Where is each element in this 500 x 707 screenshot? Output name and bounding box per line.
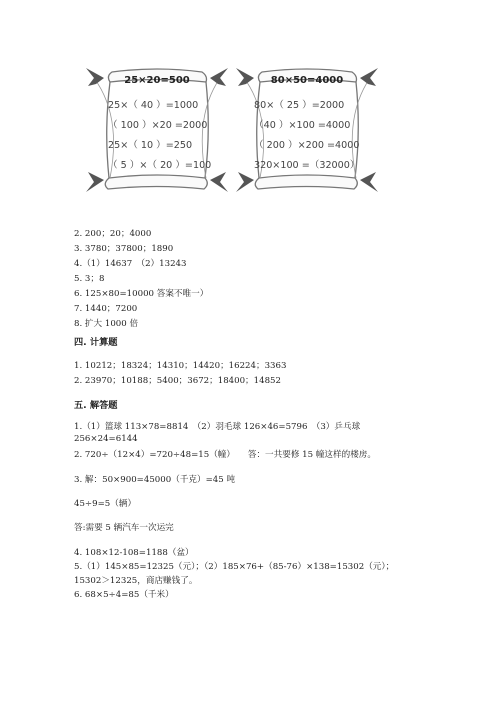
answer-line: 4.（1）14637 （2）13243 bbox=[74, 259, 187, 269]
figure-line: （40 ）×100 =4000 bbox=[254, 120, 351, 131]
scroll-figure-left bbox=[82, 66, 232, 194]
answer-line: 3. 3780；37800；1890 bbox=[74, 244, 174, 254]
scroll-figure-right bbox=[232, 66, 382, 194]
figure-line: 320×100 =（32000） bbox=[254, 160, 360, 171]
figure-title: 80×50=4000 bbox=[270, 75, 344, 86]
answer-line: 6. 68×5÷4=85（千米） bbox=[74, 590, 174, 600]
answer-line: 2. 200；20；4000 bbox=[74, 229, 152, 239]
answer-line: 4. 108×12-108=1188（盆） bbox=[74, 548, 194, 558]
figure-title: 25×20=500 bbox=[124, 75, 190, 86]
figure-line: 25×（ 40 ）=1000 bbox=[108, 100, 199, 111]
answer-line: 45÷9=5（辆） bbox=[74, 499, 137, 509]
section-heading: 五. 解答题 bbox=[74, 400, 118, 411]
answer-line: 2. 720÷（12×4）=720÷48=15（幢） 答：一共要修 15 幢这样的楼房。 bbox=[74, 450, 376, 460]
answer-line: 1.（1）篮球 113×78=8814 （2）羽毛球 126×46=5796 （3）乒乓球 bbox=[74, 422, 361, 432]
answer-line: 1. 10212；18324；14310；14420；16224；3363 bbox=[74, 361, 287, 371]
answer-line: 7. 1440；7200 bbox=[74, 304, 138, 314]
answer-line: 5. 3；8 bbox=[74, 274, 105, 284]
answer-line: 答:需要 5 辆汽车一次运完 bbox=[74, 523, 174, 533]
answer-line: 15302＞12325，商店赚钱了。 bbox=[74, 576, 198, 586]
answer-line: 3. 解：50×900=45000（千克）=45 吨 bbox=[74, 475, 236, 485]
figure-line: （ 5 ）×（ 20 ）=100 bbox=[108, 160, 212, 171]
answer-line: 8. 扩大 1000 倍 bbox=[74, 319, 139, 329]
figure-line: 25×（ 10 ）=250 bbox=[108, 140, 193, 151]
answer-line: 256×24=6144 bbox=[74, 434, 138, 444]
figure-line: 80×（ 25 ）=2000 bbox=[254, 100, 345, 111]
section-heading: 四. 计算题 bbox=[74, 337, 118, 348]
answer-line: 5.（1）145×85=12325（元）；（2）185×76+（85-76）×138=15302（元）； bbox=[74, 562, 395, 572]
answer-line: 6. 125×80=10000 答案不唯一） bbox=[74, 289, 209, 299]
answer-line: 2. 23970；10188；5400；3672；18400；14852 bbox=[74, 376, 281, 386]
figure-line: （ 200 ）×200 =4000 bbox=[254, 140, 360, 151]
figure-line: （ 100 ）×20 =2000 bbox=[108, 120, 208, 131]
